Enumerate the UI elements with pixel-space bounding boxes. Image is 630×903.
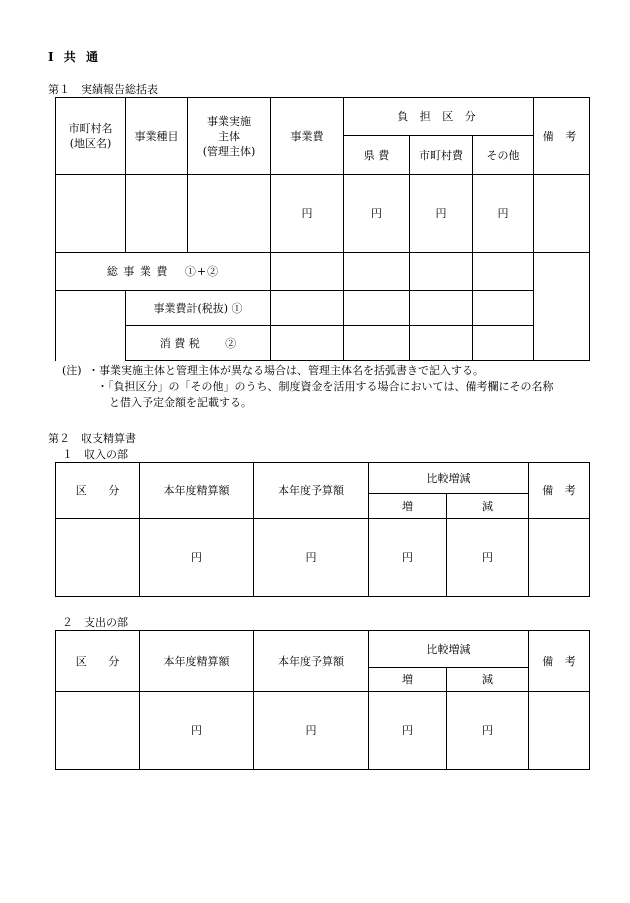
cell-blank xyxy=(271,291,344,326)
part1-title: 第１ 実績報告総括表 xyxy=(48,83,158,96)
part2-title: 第２ 収支精算書 xyxy=(48,432,136,445)
expense-col-compare: 比較増減 xyxy=(369,631,529,668)
header-cost: 事業費 xyxy=(271,98,344,175)
total-cost-label: 総 事 業 費 ①+② xyxy=(56,253,271,291)
unit-yen: 円 xyxy=(369,519,447,597)
summary-table xyxy=(55,97,590,361)
cell-blank xyxy=(126,175,188,253)
cell-blank xyxy=(56,175,126,253)
cell-blank xyxy=(410,253,473,291)
cell-blank xyxy=(56,519,140,597)
unit-yen: 円 xyxy=(473,175,534,253)
expense-col-category: 区 分 xyxy=(56,631,140,692)
expense-title: ２ 支出の部 xyxy=(62,616,128,629)
cell-blank xyxy=(410,291,473,326)
cell-blank xyxy=(56,692,140,770)
cell-blank xyxy=(473,291,534,326)
section-heading: Ⅰ 共 通 xyxy=(48,50,101,64)
cell-blank xyxy=(271,326,344,361)
income-col-settled: 本年度精算額 xyxy=(140,463,254,519)
income-table xyxy=(55,462,590,597)
tax-label: 消 費 税 ② xyxy=(126,326,271,361)
income-col-category: 区 分 xyxy=(56,463,140,519)
header-implementer: 事業実施 主体 (管理主体) xyxy=(188,98,271,175)
cell-blank xyxy=(529,519,590,597)
cell-blank xyxy=(56,291,126,361)
unit-yen: 円 xyxy=(140,692,254,770)
expense-table xyxy=(55,630,590,770)
income-col-compare: 比較増減 xyxy=(369,463,529,494)
expense-col-budget: 本年度予算額 xyxy=(254,631,369,692)
header-other: その他 xyxy=(473,136,534,175)
unit-yen: 円 xyxy=(271,175,344,253)
income-col-remarks: 備 考 xyxy=(529,463,590,519)
cell-blank xyxy=(344,291,410,326)
subtotal-label: 事業費計(税抜) ① xyxy=(126,291,271,326)
unit-yen: 円 xyxy=(140,519,254,597)
unit-yen: 円 xyxy=(254,692,369,770)
note-line-3: と借入予定金額を記載する。 xyxy=(109,396,252,409)
header-remarks: 備 考 xyxy=(534,98,590,175)
expense-col-remarks: 備 考 xyxy=(529,631,590,692)
income-col-increase: 増 xyxy=(369,494,447,519)
cell-blank xyxy=(188,175,271,253)
cell-blank xyxy=(473,326,534,361)
header-pref: 県 費 xyxy=(344,136,410,175)
income-col-decrease: 減 xyxy=(447,494,529,519)
cell-blank xyxy=(344,326,410,361)
cell-blank xyxy=(271,253,344,291)
header-project-type: 事業種目 xyxy=(126,98,188,175)
note-line-2: ・「負担区分」の「その他」のうち、制度資金を活用する場合においては、備考欄にその名称 xyxy=(97,380,554,393)
cell-blank xyxy=(473,253,534,291)
expense-col-decrease: 減 xyxy=(447,668,529,692)
unit-yen: 円 xyxy=(369,692,447,770)
note-line-1: ・事業実施主体と管理主体が異なる場合は、管理主体名を括弧書きで記入する。 xyxy=(88,364,484,377)
cell-blank xyxy=(344,253,410,291)
header-municipality: 市町村名 (地区名) xyxy=(56,98,126,175)
cell-blank xyxy=(534,253,590,361)
cell-blank xyxy=(534,175,590,253)
header-city: 市町村費 xyxy=(410,136,473,175)
income-title: １ 収入の部 xyxy=(62,448,128,461)
unit-yen: 円 xyxy=(344,175,410,253)
expense-col-settled: 本年度精算額 xyxy=(140,631,254,692)
expense-col-increase: 増 xyxy=(369,668,447,692)
unit-yen: 円 xyxy=(447,692,529,770)
note-prefix: (注) xyxy=(62,364,82,377)
unit-yen: 円 xyxy=(254,519,369,597)
header-burden: 負 担 区 分 xyxy=(344,98,534,136)
income-col-budget: 本年度予算額 xyxy=(254,463,369,519)
unit-yen: 円 xyxy=(447,519,529,597)
cell-blank xyxy=(529,692,590,770)
cell-blank xyxy=(410,326,473,361)
unit-yen: 円 xyxy=(410,175,473,253)
